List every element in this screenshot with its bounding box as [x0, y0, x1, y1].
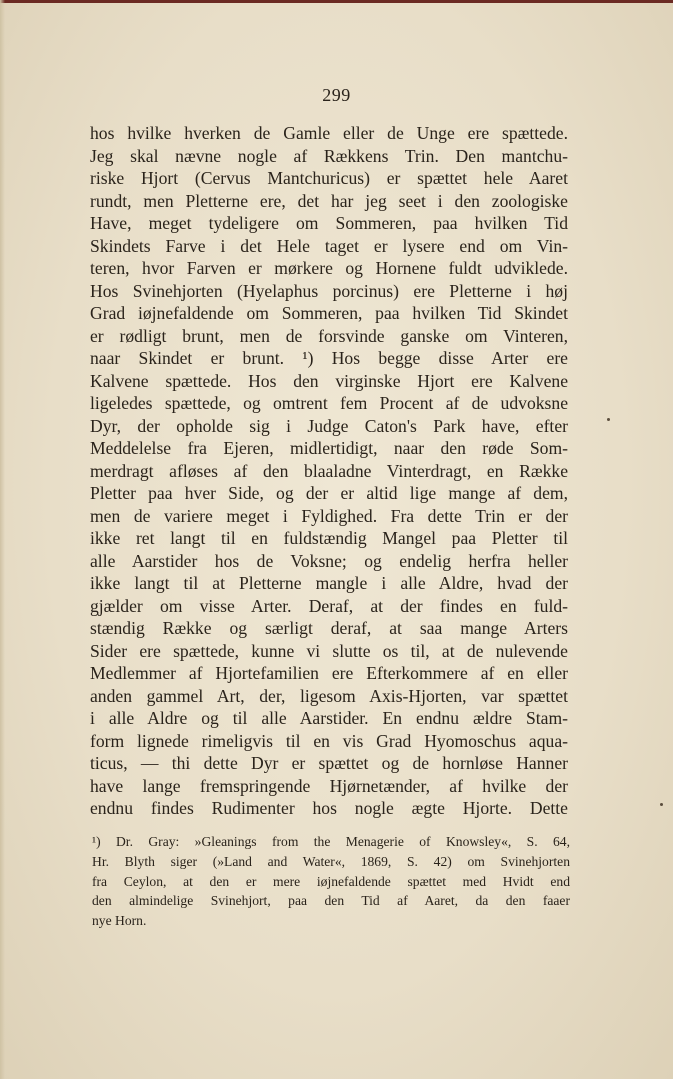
footnote-line: fra Ceylon, at den er mere iøjnefaldende spættet med Hvidt end [92, 873, 570, 889]
footnotes [92, 832, 570, 931]
body-text [90, 122, 568, 820]
page-top-edge [0, 0, 673, 3]
text-line: hos hvilke hverken de Gamle eller de Unge ere spættede. [90, 123, 568, 143]
text-line: Kalvene spættede. Hos den virginske Hjort ere Kalvene [90, 370, 568, 391]
text-line: Skindets Farve i det Hele taget er lysere end om Vin- [90, 235, 568, 256]
footnote-line: Hr. Blyth siger (»Land and Water«, 1869, S. 42) om Svinehjorten [92, 853, 570, 869]
paper-speck [660, 803, 663, 806]
text-line: alle Aarstider hos de Voksne; og endelig herfra heller [90, 550, 568, 571]
text-line: have lange fremspringende Hjørnetænder, af hvilke der [90, 775, 568, 796]
footnote-line: den almindelige Svinehjort, paa den Tid af Aaret, da den faaer [92, 893, 570, 909]
text-line: merdragt afløses af den blaaladne Vinterdragt, en Række [90, 460, 568, 481]
text-line: Medlemmer af Hjortefamilien ere Efterkommere af en eller [90, 663, 568, 683]
text-line: er rødligt brunt, men de forsvinde ganske om Vinteren, [90, 325, 568, 346]
text-line: men de variere meget i Fyldighed. Fra dette Trin er der [90, 505, 568, 526]
text-line: Sider ere spættede, kunne vi slutte os til, at de nulevende [90, 640, 568, 661]
page-left-edge [0, 0, 5, 1079]
text-line: rundt, men Pletterne ere, det har jeg seet i den zoologiske [90, 190, 568, 211]
text-line: stændig Række og særligt deraf, at saa mange Arters [90, 618, 568, 638]
footnote-line: ¹) Dr. Gray: »Gleanings from the Menagerie of Knowsley«, S. 64, [92, 834, 570, 849]
text-line: ikke langt til at Pletterne mangle i alle Aldre, hvad der [90, 573, 568, 593]
text-line: endnu findes Rudimenter hos nogle ægte Hjorte. Dette [90, 798, 568, 818]
text-line: Dyr, der opholde sig i Judge Caton's Park have, efter [90, 415, 568, 436]
text-line: anden gammel Art, der, ligesom Axis-Hjorten, var spættet [90, 685, 568, 706]
text-line: Jeg skal nævne nogle af Rækkens Trin. Den mantchu- [90, 145, 568, 166]
text-line: form lignede rimeligvis til en vis Grad Hyomoschus aqua- [90, 730, 568, 751]
text-line: i alle Aldre og til alle Aarstider. En endnu ældre Stam- [90, 708, 568, 728]
footnote-line: nye Horn. [92, 913, 147, 929]
text-line: ikke ret langt til en fuldstændig Mangel paa Pletter til [90, 528, 568, 548]
text-line: ticus, — thi dette Dyr er spættet og de hornløse Hanner [90, 753, 568, 773]
text-line: teren, hvor Farven er mørkere og Hornene fuldt udviklede. [90, 258, 568, 278]
text-line: ligeledes spættede, og omtrent fem Procent af de udvoksne [90, 393, 568, 413]
text-line: naar Skindet er brunt. ¹) Hos begge disse Arter ere [90, 348, 568, 368]
text-line: Have, meget tydeligere om Sommeren, paa hvilken Tid [90, 213, 568, 233]
text-line: Meddelelse fra Ejeren, midlertidigt, naar den røde Som- [90, 438, 568, 458]
text-line: Pletter paa hver Side, og der er altid lige mange af dem, [90, 483, 568, 503]
page-number: 299 [322, 85, 351, 105]
text-line: Grad iøjnefaldende om Sommeren, paa hvilken Tid Skindet [90, 303, 568, 323]
text-line: gjælder om visse Arter. Deraf, at der findes en fuld- [90, 595, 568, 616]
text-line: riske Hjort (Cervus Mantchuricus) er spættet hele Aaret [90, 168, 568, 188]
text-line: Hos Svinehjorten (Hyelaphus porcinus) ere Pletterne i høj [90, 280, 568, 301]
paper-speck [607, 418, 610, 421]
